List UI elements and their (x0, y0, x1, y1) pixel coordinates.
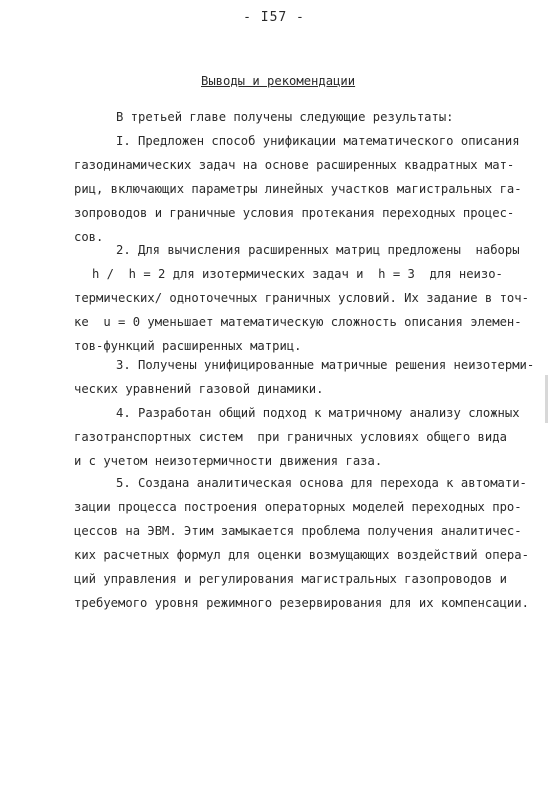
text-line: h / h = 2 для изотермических задач и h = 3 для неизо- (92, 267, 503, 281)
section-heading: Выводы и рекомендации (201, 74, 356, 88)
text-line: цессов на ЭВМ. Этим замыкается проблема получения аналитичес- (74, 524, 522, 538)
text-line: ких расчетных формул для оценки возмущающих воздействий опера- (74, 548, 529, 562)
text-line: газотранспортных систем при граничных условиях общего вида (74, 430, 507, 444)
text-line: I. Предложен способ унификации математического описания (116, 134, 520, 148)
text-line: ке u = 0 уменьшает математическую сложность описания элемен- (74, 315, 522, 329)
text-line: 2. Для вычисления расширенных матриц предложены наборы (116, 243, 520, 257)
text-line: зопроводов и граничные условия протекания переходных процес- (74, 206, 515, 220)
text-line: термических/ одноточечных граничных условий. Их задание в точ- (74, 291, 529, 305)
text-line: ческих уравнений газовой динамики. (74, 382, 324, 396)
text-line: ций управления и регулирования магистральных газопроводов и (74, 572, 507, 586)
text-line: газодинамических задач на основе расширенных квадратных мат- (74, 158, 515, 172)
text-line: В третьей главе получены следующие результаты: (116, 110, 454, 124)
text-line: и с учетом неизотермичности движения газа. (74, 454, 383, 468)
text-line: 3. Получены унифицированные матричные решения неизотерми- (116, 358, 535, 372)
text-line: 5. Создана аналитическая основа для перехода к автомати- (116, 476, 527, 490)
page-number: - I57 - (243, 10, 305, 25)
text-line: сов. (74, 230, 104, 244)
text-line: зации процесса построения операторных моделей переходных про- (74, 500, 522, 514)
text-line: 4. Разработан общий подход к матричному анализу сложных (116, 406, 520, 420)
text-line: тов-функций расширенных матриц. (74, 339, 302, 353)
text-line: требуемого уровня режимного резервирования для их компенсации. (74, 596, 529, 610)
text-line: риц, включающих параметры линейных участков магистральных га- (74, 182, 522, 196)
